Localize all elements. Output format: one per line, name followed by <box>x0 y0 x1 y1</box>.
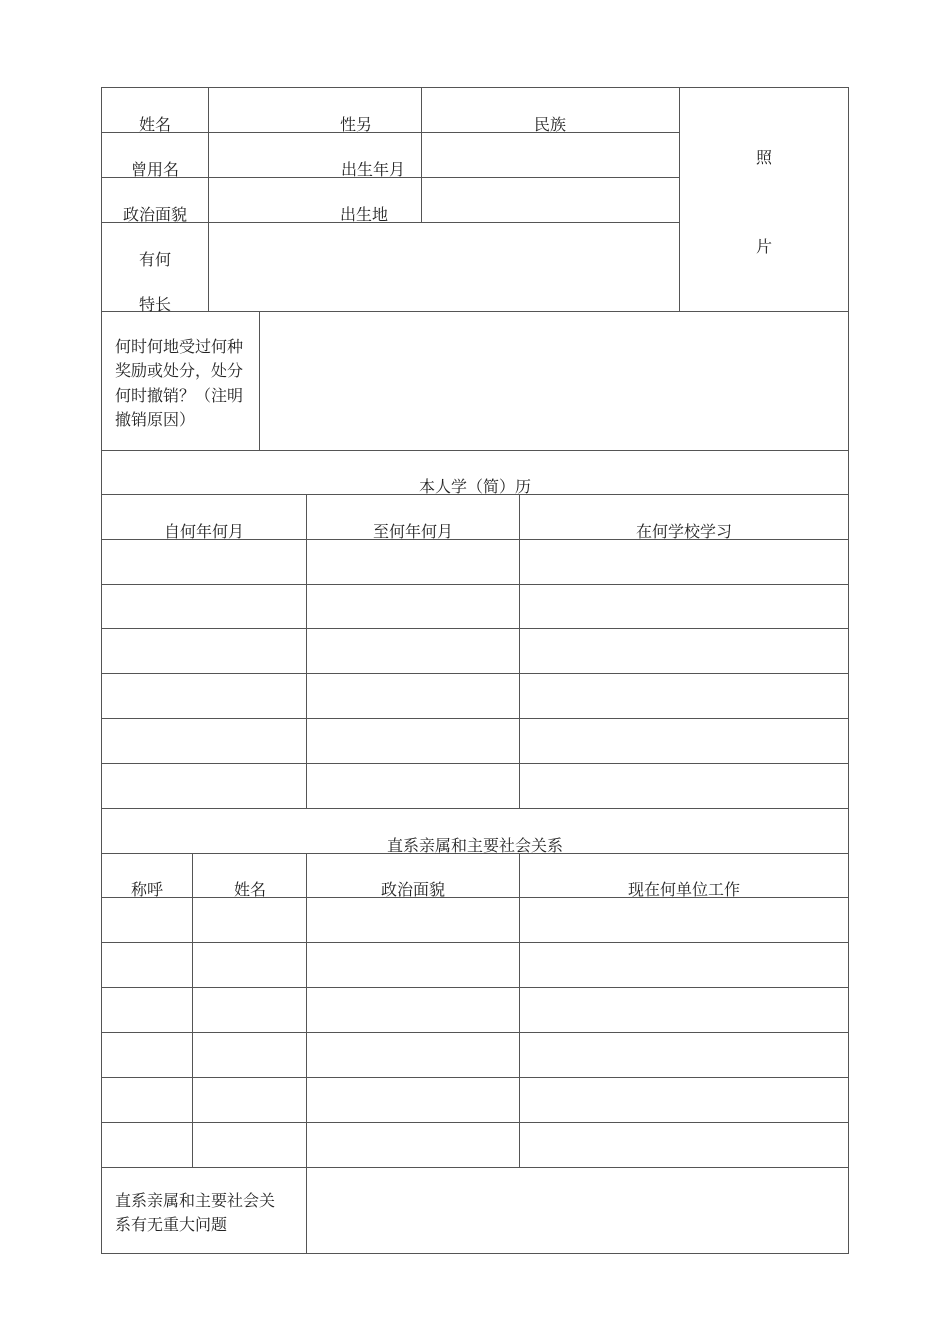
resume-row[interactable] <box>102 719 848 763</box>
birthplace-label: 出生地 <box>339 205 389 224</box>
name-label: 姓名 <box>138 115 172 134</box>
relations-header-title: 称呼 <box>130 880 164 899</box>
issues-label-line1: 直系亲属和主要社会关 <box>115 1191 276 1210</box>
awards-field[interactable] <box>260 312 848 450</box>
birthplace-field[interactable] <box>422 178 678 222</box>
relations-row[interactable] <box>102 988 848 1032</box>
resume-header-from: 自何年何月 <box>163 522 245 541</box>
relations-title: 直系亲属和主要社会关系 <box>386 836 564 855</box>
relations-row[interactable] <box>102 1078 848 1122</box>
political-status-field[interactable] <box>209 178 329 222</box>
resume-row[interactable] <box>102 540 848 584</box>
photo-label-line1: 照 <box>755 148 773 167</box>
name-field[interactable] <box>209 88 329 132</box>
resume-row[interactable] <box>102 585 848 628</box>
resume-row[interactable] <box>102 629 848 673</box>
awards-label-line3: 何时撤销？（注明 <box>115 386 244 405</box>
birth-date-field[interactable] <box>422 133 678 177</box>
row-divider <box>101 808 849 809</box>
ethnicity-field[interactable] <box>580 88 678 132</box>
relations-row[interactable] <box>102 1123 848 1167</box>
former-name-field[interactable] <box>209 133 329 177</box>
border-right <box>848 87 849 1254</box>
resume-header-to: 至何年何月 <box>372 522 454 541</box>
specialty-field[interactable] <box>209 223 678 311</box>
awards-label-line4: 撤销原因） <box>115 410 196 429</box>
relations-row[interactable] <box>102 898 848 942</box>
ethnicity-label: 民族 <box>533 115 567 134</box>
awards-label-line1: 何时何地受过何种 <box>115 337 244 356</box>
issues-field[interactable] <box>307 1168 848 1253</box>
birth-date-label: 出生年月 <box>340 160 406 179</box>
resume-header-school: 在何学校学习 <box>635 522 733 541</box>
relations-header-name: 姓名 <box>233 880 267 899</box>
relations-row[interactable] <box>102 943 848 987</box>
relations-row[interactable] <box>102 1033 848 1077</box>
relations-header-workplace: 现在何单位工作 <box>627 880 741 899</box>
resume-row[interactable] <box>102 674 848 718</box>
border-bottom <box>101 1253 849 1254</box>
awards-label-line2: 奖励或处分，处分 <box>115 361 244 380</box>
relations-header-political: 政治面貌 <box>380 880 446 899</box>
former-name-label: 曾用名 <box>130 160 180 179</box>
gender-label: 性另 <box>339 115 373 134</box>
resume-title: 本人学（简）历 <box>418 477 532 496</box>
resume-row[interactable] <box>102 764 848 808</box>
gender-field[interactable] <box>390 88 420 132</box>
row-divider <box>101 450 849 451</box>
issues-label-line2: 系有无重大问题 <box>115 1215 228 1234</box>
political-status-label: 政治面貌 <box>122 205 188 224</box>
photo-area[interactable] <box>680 88 847 311</box>
specialty-label-line2: 特长 <box>138 295 172 314</box>
photo-label-line2: 片 <box>755 237 773 256</box>
specialty-label-line1: 有何 <box>138 250 172 269</box>
